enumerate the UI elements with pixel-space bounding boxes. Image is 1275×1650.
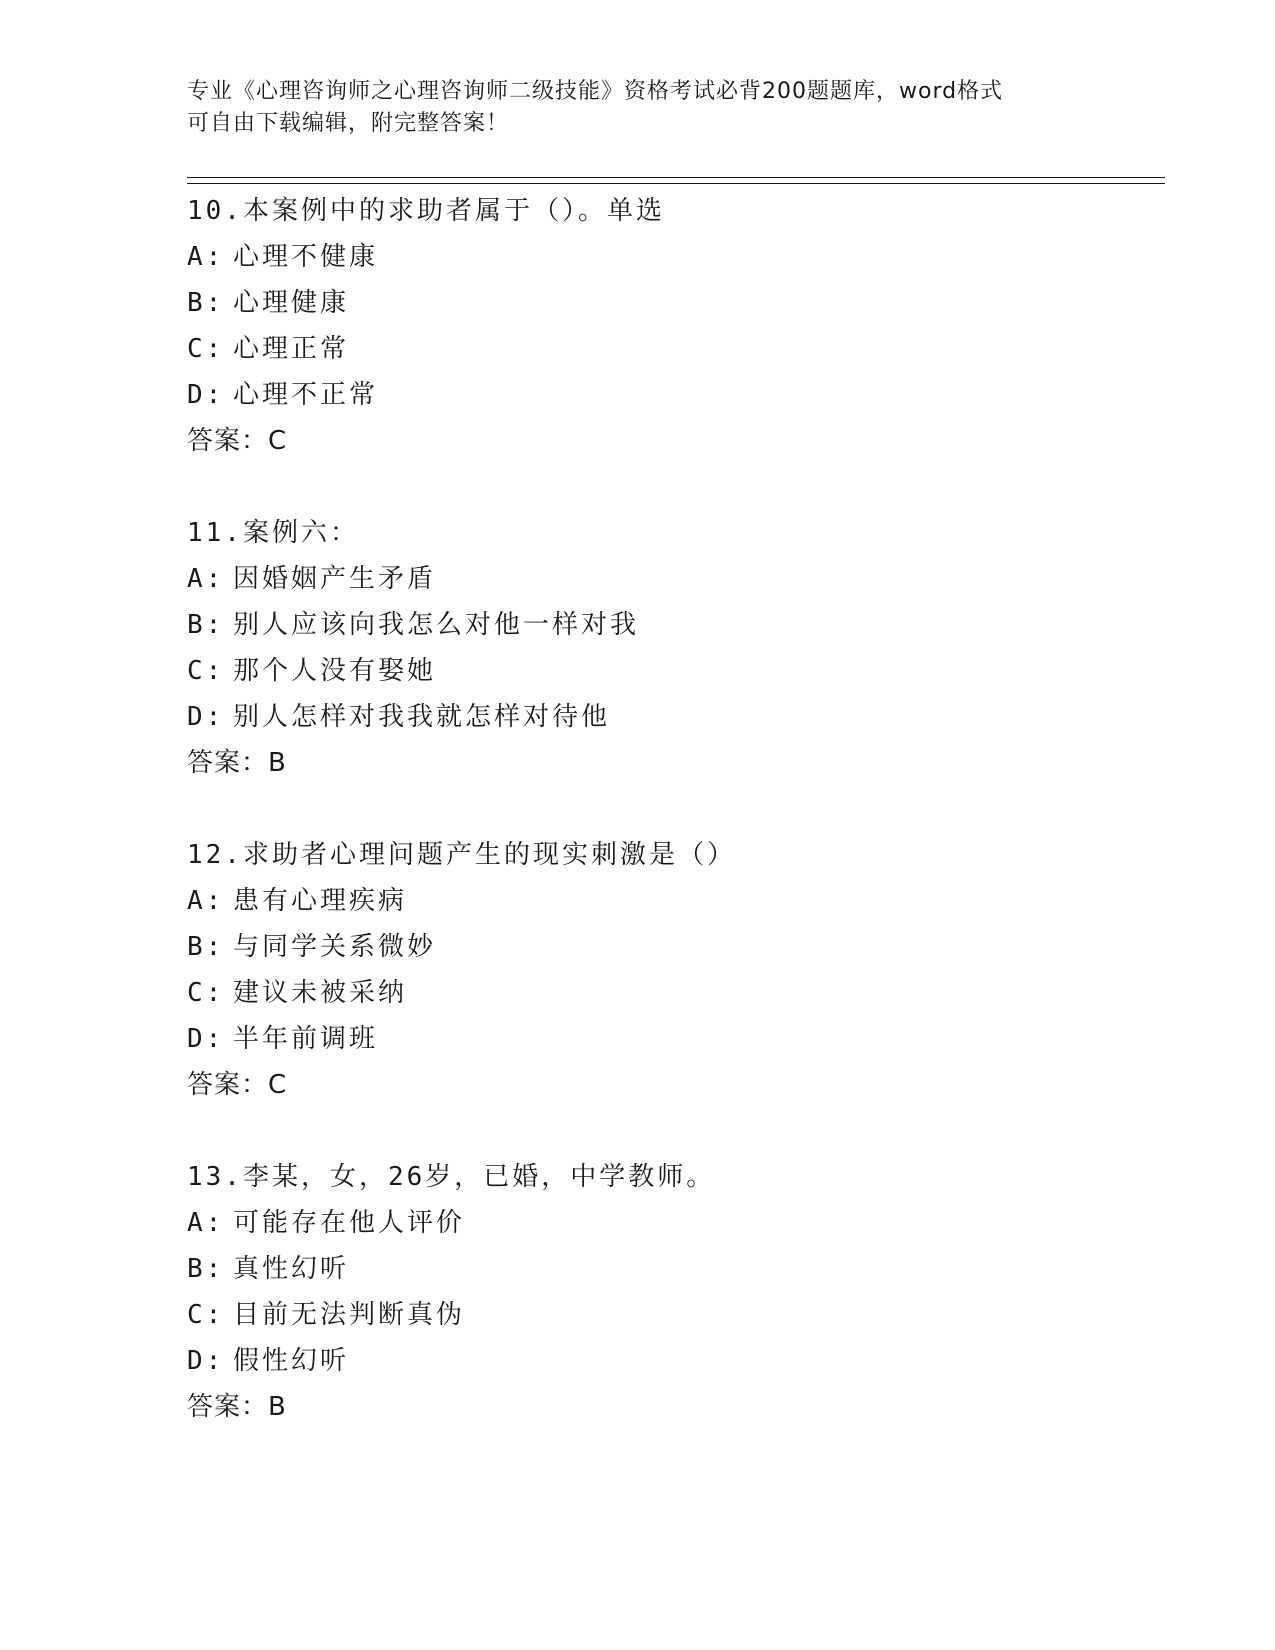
option-text: 真性幻听 — [233, 1254, 350, 1284]
option-d — [187, 1338, 1147, 1384]
option-text: 目前无法判断真伪 — [233, 1300, 466, 1330]
option-b — [187, 280, 1147, 326]
option-c — [187, 326, 1147, 372]
option-b — [187, 1246, 1147, 1292]
option-text: 别人应该向我怎么对他一样对我 — [233, 610, 640, 640]
answer-line: 答案：C — [187, 1070, 288, 1100]
option-text: 别人怎样对我我就怎样对待他 — [233, 702, 611, 732]
header-line-1: 专业《心理咨询师之心理咨询师二级技能》资格考试必背200题题库，word格式 — [187, 79, 1004, 104]
option-prefix: C: — [187, 334, 225, 364]
header-line-2: 可自由下载编辑，附完整答案！ — [187, 111, 510, 136]
question-stem: 13.李某，女，26岁，已婚，中学教师。 — [187, 1162, 716, 1192]
option-text: 心理健康 — [233, 288, 350, 318]
header-divider-top — [187, 177, 1165, 178]
option-prefix: A: — [187, 886, 225, 916]
question-13 — [187, 1154, 1147, 1430]
question-10 — [187, 188, 1147, 464]
option-prefix: A: — [187, 564, 225, 594]
question-stem: 12.求助者心理问题产生的现实刺激是（） — [187, 840, 736, 870]
option-b — [187, 924, 1147, 970]
option-text: 因婚姻产生矛盾 — [233, 564, 437, 594]
answer-line: 答案：B — [187, 748, 287, 778]
option-a — [187, 878, 1147, 924]
option-prefix: D: — [187, 380, 225, 410]
option-prefix: D: — [187, 1024, 225, 1054]
option-c — [187, 970, 1147, 1016]
option-prefix: A: — [187, 242, 225, 272]
option-text: 心理正常 — [233, 334, 350, 364]
option-text: 半年前调班 — [233, 1024, 379, 1054]
option-b — [187, 602, 1147, 648]
option-a — [187, 234, 1147, 280]
option-text: 心理不正常 — [233, 380, 379, 410]
option-text: 建议未被采纳 — [233, 978, 408, 1008]
option-prefix: B: — [187, 1254, 225, 1284]
question-list — [187, 188, 1147, 1476]
option-a — [187, 1200, 1147, 1246]
option-prefix: D: — [187, 1346, 225, 1376]
option-c — [187, 1292, 1147, 1338]
option-a — [187, 556, 1147, 602]
question-stem: 11.案例六： — [187, 518, 359, 548]
document-header — [187, 76, 1087, 140]
option-text: 可能存在他人评价 — [233, 1208, 466, 1238]
option-text: 那个人没有娶她 — [233, 656, 437, 686]
question-11 — [187, 510, 1147, 786]
option-prefix: B: — [187, 610, 225, 640]
option-text: 患有心理疾病 — [233, 886, 408, 916]
option-prefix: C: — [187, 978, 225, 1008]
option-d — [187, 1016, 1147, 1062]
answer-line: 答案：B — [187, 1392, 287, 1422]
option-text: 假性幻听 — [233, 1346, 350, 1376]
option-d — [187, 694, 1147, 740]
question-12 — [187, 832, 1147, 1108]
option-d — [187, 372, 1147, 418]
option-c — [187, 648, 1147, 694]
header-divider-bottom — [187, 183, 1165, 184]
answer-line: 答案：C — [187, 426, 288, 456]
option-prefix: C: — [187, 1300, 225, 1330]
option-prefix: D: — [187, 702, 225, 732]
option-prefix: C: — [187, 656, 225, 686]
option-prefix: A: — [187, 1208, 225, 1238]
option-text: 与同学关系微妙 — [233, 932, 437, 962]
option-prefix: B: — [187, 288, 225, 318]
option-text: 心理不健康 — [233, 242, 379, 272]
question-stem: 10.本案例中的求助者属于（）。单选 — [187, 196, 665, 226]
option-prefix: B: — [187, 932, 225, 962]
